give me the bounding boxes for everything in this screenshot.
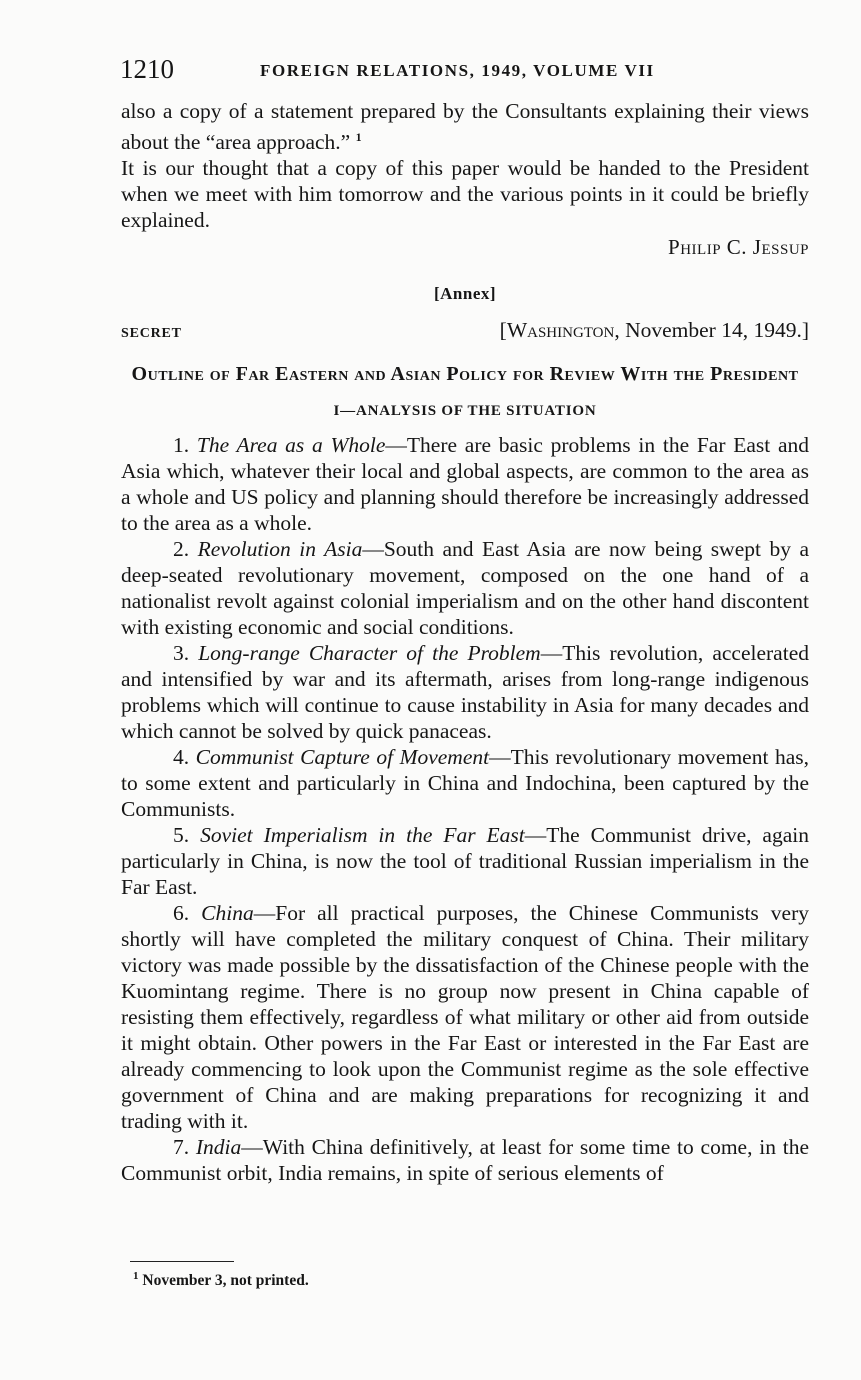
point-heading: Communist Capture of Movement [195,745,490,770]
dateline-place: [Washington, [499,318,620,343]
numbered-point [121,1134,809,1186]
letter-paragraph-1-text: also a copy of a statement prepared by the Consultants explaining their views about the “area approach.” [121,99,809,155]
dateline-text [500,318,809,343]
numbered-point [121,432,809,536]
point-text: —There are basic problems in the Far East and Asia which, whatever their local and global aspects, are common to the area as a whole and US policy and planning should therefore be increasingly addressed to the area as a whole. [121,433,810,536]
point-heading: Long-range Character of the Problem [198,641,541,666]
footnote-rule [130,1261,234,1262]
point-number: 4. [173,745,190,770]
point-text: —With China definitively, at least for some time to come, in the Communist orbit, India remains, in spite of serious elements of [121,1135,809,1186]
section-heading: I—ANALYSIS OF THE SITUATION [333,403,597,420]
point-text: —For all practical purposes, the Chinese Communists very shortly will have completed the military conquest of China. Their military victory was made possible by the dissatisfaction of the Chinese people with the Kuomintang regime. There is no group now present in China capable of resisting them effectively, regardless of what military or other aid from outside it might obtain. Other powers in the Far East or interested in the Far East are already commencing to look upon the Communist regime as the sole effective government of China and are making preparations for recognizing it and trading with it. [121,901,810,1134]
point-heading: Revolution in Asia [197,537,363,562]
point-number: 1. [173,433,190,458]
point-number: 2. [173,537,190,562]
point-number: 7. [173,1135,190,1160]
point-text: —The Communist drive, again particularly in China, is now the tool of traditional Russian imperialism in the Far East. [121,823,809,900]
point-number: 5. [173,823,190,848]
numbered-point [121,822,809,900]
annex-label: [Annex] [433,284,497,304]
point-text: —South and East Asia are now being swept by a deep-seated revolutionary movement, composed on the one hand of a nationalist revolt against colonial imperialism and on the other hand discontent with existing economic and social conditions. [121,537,810,640]
numbered-point [121,536,809,640]
document-title: Outline of Far Eastern and Asian Policy for Review With the President [131,363,799,386]
numbered-points [121,432,809,1186]
numbered-point [121,744,809,822]
numbered-point [121,640,809,744]
classification-mark: SECRET [121,326,182,342]
page-number: 1210 [120,54,174,84]
page-body [121,98,809,1186]
point-number: 6. [173,901,190,926]
point-heading: India [195,1135,242,1160]
point-text: —This revolution, accelerated and intensified by war and its aftermath, arises from long-range indigenous problems which will continue to cause instability in Asia for many decades and which cannot be solved by quick panaceas. [121,641,809,744]
point-text: —This revolutionary movement has, to some extent and particularly in China and Indochina, been captured by the Communists. [121,745,810,822]
dateline-date: November 14, 1949.] [625,318,809,343]
point-number: 3. [173,641,190,666]
footnote [133,1270,309,1290]
point-heading: China [201,901,254,926]
point-heading: The Area as a Whole [196,433,386,458]
footnote-ref: 1 [355,130,362,144]
point-heading: Soviet Imperialism in the Far East [200,823,525,848]
dateline [121,318,809,343]
letter-paragraph-1 [121,98,809,155]
footnote-marker: 1 [133,1270,139,1282]
running-header [120,54,810,86]
signature: Philip C. Jessup [668,235,809,260]
footnote-text: November 3, not printed. [142,1272,309,1290]
running-title: FOREIGN RELATIONS, 1949, VOLUME VII [260,61,655,80]
letter-paragraph-2: It is our thought that a copy of this paper would be handed to the President when we meet with him tomorrow and the various points in it could be briefly explained. [121,156,809,233]
numbered-point [121,900,809,1134]
